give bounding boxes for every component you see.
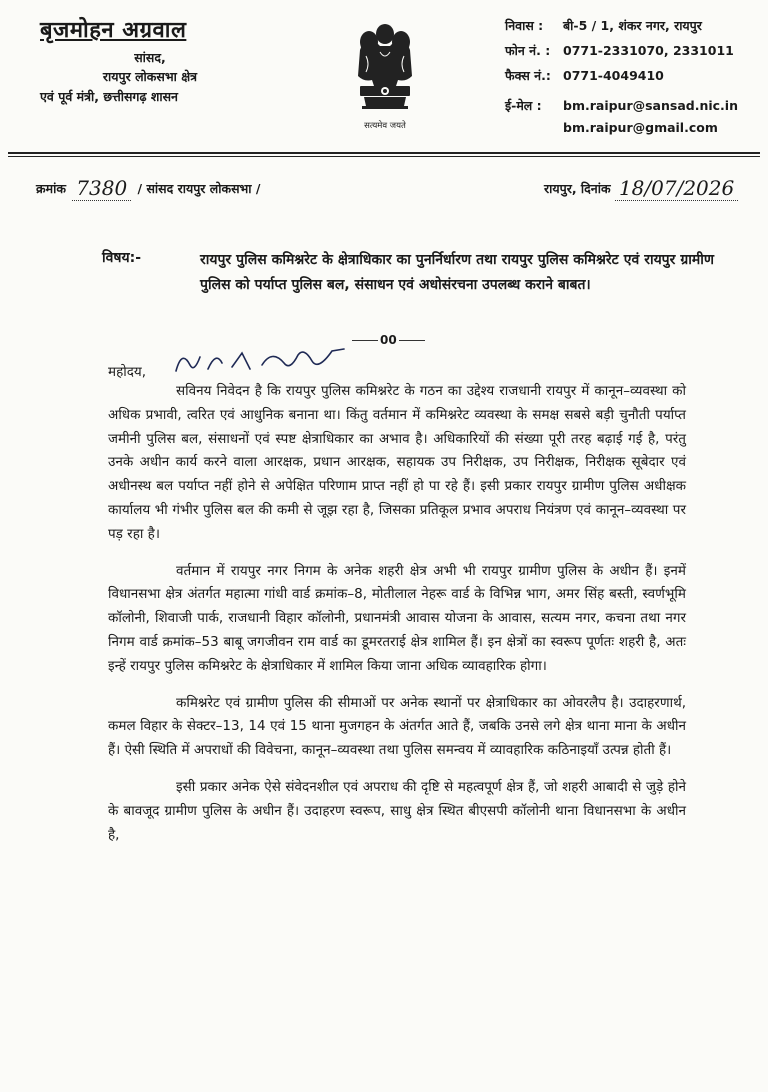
date-block bbox=[544, 174, 738, 199]
reference-suffix: / सांसद रायपुर लोकसभा / bbox=[137, 181, 261, 196]
address-row bbox=[505, 14, 755, 36]
paragraph-3: कमिश्नरेट एवं ग्रामीण पुलिस की सीमाओं पर अनेक स्थानों पर क्षेत्राधिकार का ओवरलैप है। उदाहरणार्थ, कमल विहार के सेक्टर–13, 14 एवं 15 थाना मुजगहन के अंतर्गत आते हैं, जबकि उनसे लगे क्षेत्र थाना माना के अधीन हैं। ऐसी स्थिति में अपराधों की विवेचना, कानून–व्यवस्था तथा पुलिस समन्वय में व्यावहारिक कठिनाइयाँ उत्पन्न होती हैं। bbox=[108, 694, 686, 759]
letter-body bbox=[108, 380, 686, 860]
email-secondary[interactable]: bm.raipur@gmail.com bbox=[563, 119, 718, 135]
subject-separator: 00 bbox=[352, 333, 425, 347]
reference-number-block bbox=[36, 174, 260, 199]
handwritten-signature-icon bbox=[172, 343, 352, 379]
paragraph-2: वर्तमान में रायपुर नगर निगम के अनेक शहरी क्षेत्र अभी भी रायपुर ग्रामीण पुलिस के अधीन हैं। इनमें विधानसभा क्षेत्र अंतर्गत महात्मा गांधी वार्ड क्रमांक–8, मोतीलाल नेहरू वार्ड के विभिन्न भाग, अमर सिंह बस्ती, स्वर्णभूमि कॉलोनी, शिवाजी पार्क, राजधानी विहार कॉलोनी, प्रधानमंत्री आवास योजना के आवास, सत्यम नगर, कचना तथा नगर निगम वार्ड क्रमांक–53 बाबू जगजीवन राम वार्ड का डूमरतराई क्षेत्र शामिल हैं। इन क्षेत्रों का स्वरूप पूर्णतः शहरी है, अतः इन्हें रायपुर पुलिस कमिश्नरेट के क्षेत्राधिकार में शामिल किया जाना अधिक व्यावहारिक होगा। bbox=[108, 562, 686, 674]
reference-number: 7380 bbox=[72, 176, 131, 201]
fax-row bbox=[505, 64, 755, 86]
letterhead-left bbox=[40, 14, 260, 104]
letterhead-contact bbox=[505, 14, 755, 138]
reference-label: क्रमांक bbox=[36, 181, 66, 196]
phone-label: फोन नं. : bbox=[505, 42, 551, 58]
email-row-2 bbox=[505, 116, 755, 138]
paragraph-1: सविनय निवेदन है कि रायपुर पुलिस कमिश्नरेट के गठन का उद्देश्य राजधानी रायपुर में कानून–व्यवस्था को अधिक प्रभावी, त्वरित एवं आधुनिक बनाना था। किंतु वर्तमान में कमिश्नरेट व्यवस्था के समक्ष सबसे बड़ी चुनौती पर्याप्त जमीनी पुलिस बल, संसाधनों एवं स्पष्ट क्षेत्राधिकार का अभाव है। अधिकारियों की संख्या पूरी तरह बढ़ाई गई है, परंतु उनके अधीन कार्य करने वाला आरक्षक, प्रधान आरक्षक, सहायक उप निरीक्षक, उप निरीक्षक, निरीक्षक सूबेदार एवं अधीनस्थ बल पर्याप्त नहीं होने से अपेक्षित परिणाम प्राप्त नहीं हो पा रहे हैं। इसी प्रकार रायपुर ग्रामीण पुलिस अधीक्षक कार्यालय भी गंभीर पुलिस बल की कमी से जूझ रहा है, जिसका प्रतिकूल प्रभाव अपराध नियंत्रण एवं कानून–व्यवस्था पर पड़ रहा है। bbox=[108, 383, 686, 542]
phone-value: 0771-2331070, 2331011 bbox=[563, 42, 734, 58]
sender-constituency: रायपुर लोकसभा क्षेत्र bbox=[102, 69, 198, 85]
state-emblem bbox=[340, 20, 430, 140]
letter-date: 18/07/2026 bbox=[615, 176, 738, 201]
subject-label: विषय:- bbox=[102, 250, 142, 266]
salutation: महोदय, bbox=[108, 364, 147, 380]
address-value: बी-5 / 1, शंकर नगर, रायपुर bbox=[563, 17, 702, 33]
sender-designation: सांसद, bbox=[134, 50, 166, 65]
phone-row bbox=[505, 39, 755, 61]
address-label: निवास : bbox=[505, 17, 544, 33]
header-divider-thin bbox=[8, 156, 760, 157]
sender-former-post: एवं पूर्व मंत्री, छत्तीसगढ़ शासन bbox=[40, 88, 178, 104]
email-primary[interactable]: bm.raipur@sansad.nic.in bbox=[563, 97, 738, 113]
sender-name: बृजमोहन अग्रवाल bbox=[40, 18, 187, 43]
email-row bbox=[505, 94, 755, 116]
lion-capital-icon bbox=[350, 20, 420, 120]
paragraph-4: इसी प्रकार अनेक ऐसे संवेदनशील एवं अपराध की दृष्टि से महत्वपूर्ण क्षेत्र हैं, जो शहरी आबादी से जुड़े होने के बावजूद ग्रामीण पुलिस के अधीन हैं। उदाहरण स्वरूप, साधु क्षेत्र स्थित बीएसपी कॉलोनी थाना विधानसभा के अधीन है, bbox=[108, 778, 686, 843]
email-label: ई-मेल : bbox=[505, 97, 542, 113]
fax-value: 0771-4049410 bbox=[563, 67, 664, 83]
header-divider bbox=[8, 152, 760, 154]
emblem-motto: सत्यमेव जयते bbox=[364, 121, 406, 131]
fax-label: फैक्स नं.: bbox=[505, 67, 551, 83]
date-label: रायपुर, दिनांक bbox=[544, 181, 611, 196]
reference-line bbox=[36, 168, 756, 200]
subject-text: रायपुर पुलिस कमिश्नरेट के क्षेत्राधिकार का पुनर्निर्धारण तथा रायपुर पुलिस कमिश्नरेट एवं रायपुर ग्रामीण पुलिस को पर्याप्त पुलिस बल, संसाधन एवं अधोसंरचना उपलब्ध कराने बाबत। bbox=[200, 252, 714, 293]
